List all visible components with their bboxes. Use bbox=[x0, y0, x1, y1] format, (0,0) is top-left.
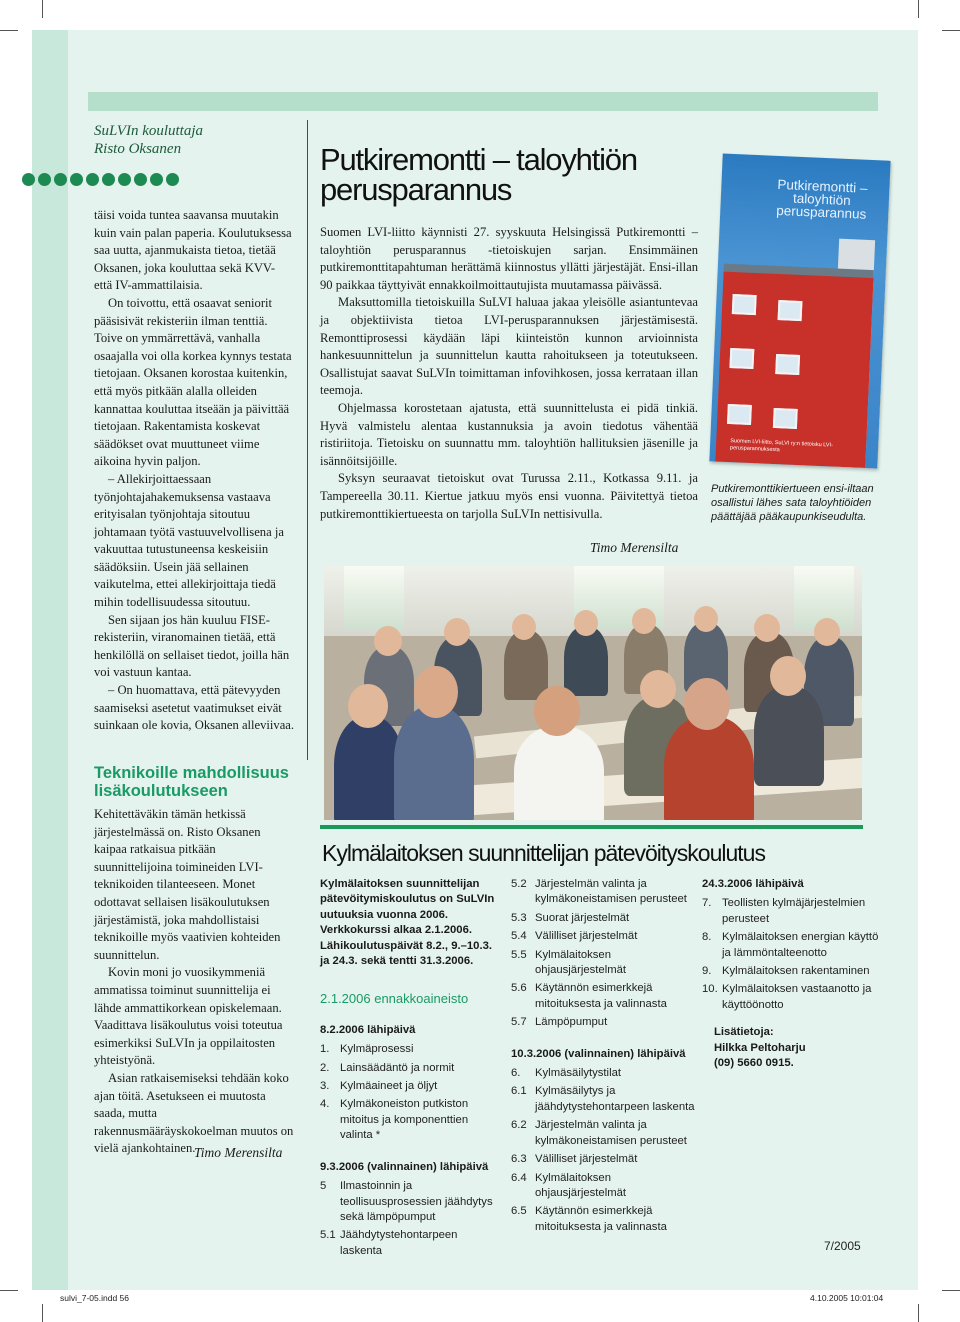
list-item: 5 Ilmastoinnin ja teollisuusprosessien jäähdytys sekä lämpöpumput bbox=[320, 1180, 493, 1223]
day-heading: 8.2.2006 lähipäivä bbox=[320, 1023, 416, 1036]
photo-caption: Putkiremonttikiertueen ensi-iltaan osallistui lähes sata taloyhtiöiden päättäjää pääkaupunkiseudulta. bbox=[711, 483, 874, 523]
list-item: 8. Kylmälaitoksen energian käyttö ja lämmöntalteenotto bbox=[702, 931, 879, 959]
brochure-footer: Suomen LVI-liitto, SuLVI ry:n tietoisku LVI-perusparannuksesta bbox=[729, 438, 834, 454]
brochure-title: Putkiremontti – taloyhtiön perusparannus bbox=[775, 176, 868, 222]
brochure-image bbox=[709, 153, 890, 468]
crop-mark bbox=[942, 1290, 960, 1291]
section-divider bbox=[320, 825, 863, 829]
byline bbox=[94, 122, 203, 158]
print-timestamp: 4.10.2005 10:01:04 bbox=[810, 1293, 884, 1303]
list-item: 9. Kylmälaitoksen rakentaminen bbox=[702, 965, 870, 978]
list-item: 5.1 Jäähdytystehontarpeen laskenta bbox=[320, 1229, 458, 1257]
byline-name: Risto Oksanen bbox=[94, 141, 182, 157]
list-item: 10. Kylmälaitoksen vastaanotto ja käyttöönotto bbox=[702, 983, 872, 1011]
course-column-3 bbox=[702, 877, 882, 1071]
paragraph: Kehitettäväkin tämän hetkissä järjestelmässä on. Risto Oksanen kaipaa ratkaisua pitkään suunnittelijoina toimineiden LVI-teknikoiden tilanteeseen. Monet odottavat sellaisen lisäkoulutuksen järjestämistä, joka mahdollistaisi teknikoille myös vaativien kohteiden suunnittelun. bbox=[94, 807, 281, 962]
crop-mark bbox=[42, 0, 43, 18]
enroll-heading: 2.1.2006 ennakkoaineisto bbox=[320, 991, 469, 1007]
paragraph: Suomen LVI-liitto käynnisti 27. syyskuuta Helsingissä Putkiremontti – taloyhtiön perusparannus -tietoiskujen sarjan. Ensimmäinen putkiremonttitapahtuman herättämä kiinnostus yllätti järjestäjät. Ensi-illan 90 paikkaa täyttyivät ennakkoilmoittautujista muutamassa päivässä. bbox=[320, 225, 698, 292]
left-color-strip bbox=[32, 30, 68, 1290]
paragraph: Sen sijaan jos hän kuuluu FISE-rekisteriin, viranomainen tietää, että henkilöllä on sellaiset tiedot, joilla hän voi vastuun kantaa. bbox=[94, 612, 290, 680]
crop-mark bbox=[918, 1304, 919, 1322]
article-text bbox=[320, 224, 698, 523]
paragraph: Asian ratkaisemiseksi tehdään koko ajan töitä. Asetukseen ei muutosta saada, mutta rakennusmääräyskokoelman muutos on vielä ajankohtainen. bbox=[94, 1070, 294, 1156]
course-column-2 bbox=[511, 877, 696, 1238]
day-heading: 24.3.2006 lähipäivä bbox=[702, 878, 804, 890]
contact-info bbox=[714, 1025, 882, 1071]
issue-number: 7/2005 bbox=[824, 1239, 861, 1253]
crop-mark bbox=[42, 1304, 43, 1322]
list-item: 5.2 Järjestelmän valinta ja kylmäkoneistamisen perusteet bbox=[511, 878, 687, 906]
file-slug: sulvi_7-05.indd 56 bbox=[60, 1293, 129, 1303]
list-item: 6.5 Käytännön esimerkkejä mitoituksesta ja valinnasta bbox=[511, 1205, 667, 1233]
list-item: 5.6 Käytännön esimerkkejä mitoituksesta ja valinnasta bbox=[511, 982, 667, 1010]
paragraph: Kovin moni jo vuosikymmeniä ammatissa toiminut suunnittelija ei lähde ammattikorkean opiskelemaan. Vaadittava lisäkoulutus voisi toteutua esimerkiksi SuLVIn ja oppilaitosten yhteistyönä. bbox=[94, 965, 283, 1068]
list-item: 6.4 Kylmälaitoksen ohjausjärjestelmät bbox=[511, 1171, 627, 1199]
crop-mark bbox=[0, 1290, 18, 1291]
list-item: 1. Kylmäprosessi bbox=[320, 1043, 414, 1056]
top-color-bar bbox=[88, 92, 878, 111]
paragraph: Maksuttomilla tietoiskuilla SuLVI haluaa jakaa yleisölle asiantuntevaa ja objektiivista tietoa LVI-perusparannuksen järjestämisestä. Remonttiprosessi käydään läpi kiinteistön kunnon arvioinnista hankesuunnittelun ja suunnittelun kautta rahoitukseen ja toteutukseen. Osallistujat saavat SuLVIn toimittaman infovihkosen, jossa kerrataan illan teemoja. bbox=[320, 295, 698, 398]
paragraph: Syksyn seuraavat tietoiskut ovat Turussa 2.11., Kotkassa 9.11. ja Tampereella 30.11. Kiertue jatkuu myös ensi vuonna. Päivitettyä tietoa putkiremonttikiertueesta on tarjolla SuLVIn nettisivulla. bbox=[320, 471, 698, 521]
list-item: 6.3 Välilliset järjestelmät bbox=[511, 1153, 638, 1166]
list-item: 4. Kylmäkoneiston putkiston mitoitus ja komponenttien valinta * bbox=[320, 1098, 469, 1142]
list-item: 7. Teollisten kylmäjärjestelmien perusteet bbox=[702, 897, 866, 925]
contact-label: Lisätietoja: bbox=[714, 1026, 774, 1039]
crop-mark bbox=[942, 30, 960, 31]
article-signature: Timo Merensilta bbox=[590, 540, 679, 555]
paragraph: On toivottu, että osaavat seniorit pääsisivät rekisteriin ilman tenttiä. Toive on ymmärrettävä, vanhalla osaajalla voi olla korkea kynnys testata tietojaan. Oksanen korostaa kuitenkin, että myös pitkään alalla olleiden kannattaa kouluttaa itseään ja päivittää tietojaan. Rakentamista koskevat säädökset ovat muuttuneet viime aikoina hyvin paljon. bbox=[94, 295, 292, 469]
column-rule bbox=[307, 120, 308, 760]
list-item: 5.3 Suorat järjestelmät bbox=[511, 911, 630, 924]
byline-role: SuLVIn kouluttaja bbox=[94, 123, 204, 139]
left-column-text bbox=[94, 207, 296, 735]
decorative-dots bbox=[22, 173, 179, 186]
course-intro: Kylmälaitoksen suunnittelijan pätevöitymiskoulutus on SuLVIn uutuuksia vuonna 2006. Verkkokurssi alkaa 2.1.2006. Lähikoulutuspäivät 8.2., 9.–10.3. ja 24.3. sekä tentti 31.3.2006. bbox=[320, 878, 495, 968]
subheading-technicians: Teknikoille mahdollisuus lisäkoulutukseen bbox=[94, 764, 289, 800]
list-item: 5.4 Välilliset järjestelmät bbox=[511, 930, 638, 943]
article-title: Putkiremontti – taloyhtiön perusparannus bbox=[320, 142, 637, 207]
paragraph: – Allekirjoittaessaan työnjohtajahakemuksensa vastaava erityisalan työnjohtaja sitoutuu johtamaan työtä vastuuvelvollisena ja vakuuttaa tutustuneensa keskeisiin säädöksiin. Usein jää sellainen vaikutelma, ettei allekirjoittaja tiedä mihin todellisuudessa sitoutuu. bbox=[94, 471, 284, 610]
list-item: 5.5 Kylmälaitoksen ohjausjärjestelmät bbox=[511, 948, 627, 977]
signature: Timo Merensilta bbox=[194, 1145, 283, 1160]
list-item: 3. Kylmäaineet ja öljyt bbox=[320, 1080, 438, 1093]
list-item: 5.7 Lämpöpumput bbox=[511, 1016, 608, 1029]
list-item: 6. Kylmäsäilytystilat bbox=[511, 1067, 622, 1080]
list-item: 6.1 Kylmäsäilytys ja jäähdytystehontarpeen laskenta bbox=[511, 1085, 695, 1113]
audience-photo bbox=[324, 566, 862, 820]
crop-mark bbox=[918, 0, 919, 18]
crop-mark bbox=[0, 30, 18, 31]
day-heading: 9.3.2006 (valinnainen) lähipäivä bbox=[320, 1160, 489, 1173]
course-title: Kylmälaitoksen suunnittelijan pätevöityskoulutus bbox=[322, 840, 765, 866]
paragraph: Ohjelmassa korostetaan ajatusta, että suunnittelusta ei pidä tinkiä. Hyvä valmistelu alentaa kustannuksia ja avoin tiedotus vähentää ristiriitoja. Tietoisku on suunnattu mm. taloyhtiön hallituksien jäsenille ja isännöitsijöille. bbox=[320, 400, 698, 468]
day-heading: 10.3.2006 (valinnainen) lähipäivä bbox=[511, 1047, 686, 1060]
contact-phone: (09) 5660 0915. bbox=[714, 1057, 794, 1070]
left-column-text-2 bbox=[94, 806, 296, 1158]
course-column-1 bbox=[320, 877, 502, 1262]
list-item: 6.2 Järjestelmän valinta ja kylmäkoneistamisen perusteet bbox=[511, 1119, 687, 1147]
paragraph: täisi voida tuntea saavansa muutakin kuin vain palan paperia. Koulutuksessa saa uutta, ajanmukaista tietoa, tietää Oksanen, joka kouluttaa sekä KVV- että IV-ammattilaisia. bbox=[94, 208, 292, 293]
contact-name: Hilkka Peltoharju bbox=[714, 1041, 806, 1054]
list-item: 2. Lainsäädäntö ja normit bbox=[320, 1061, 455, 1074]
paragraph: – On huomattava, että pätevyyden saamiseksi asetetut vaatimukset eivät suinkaan ole kovia, Oksanen alleviivaa. bbox=[94, 683, 295, 733]
